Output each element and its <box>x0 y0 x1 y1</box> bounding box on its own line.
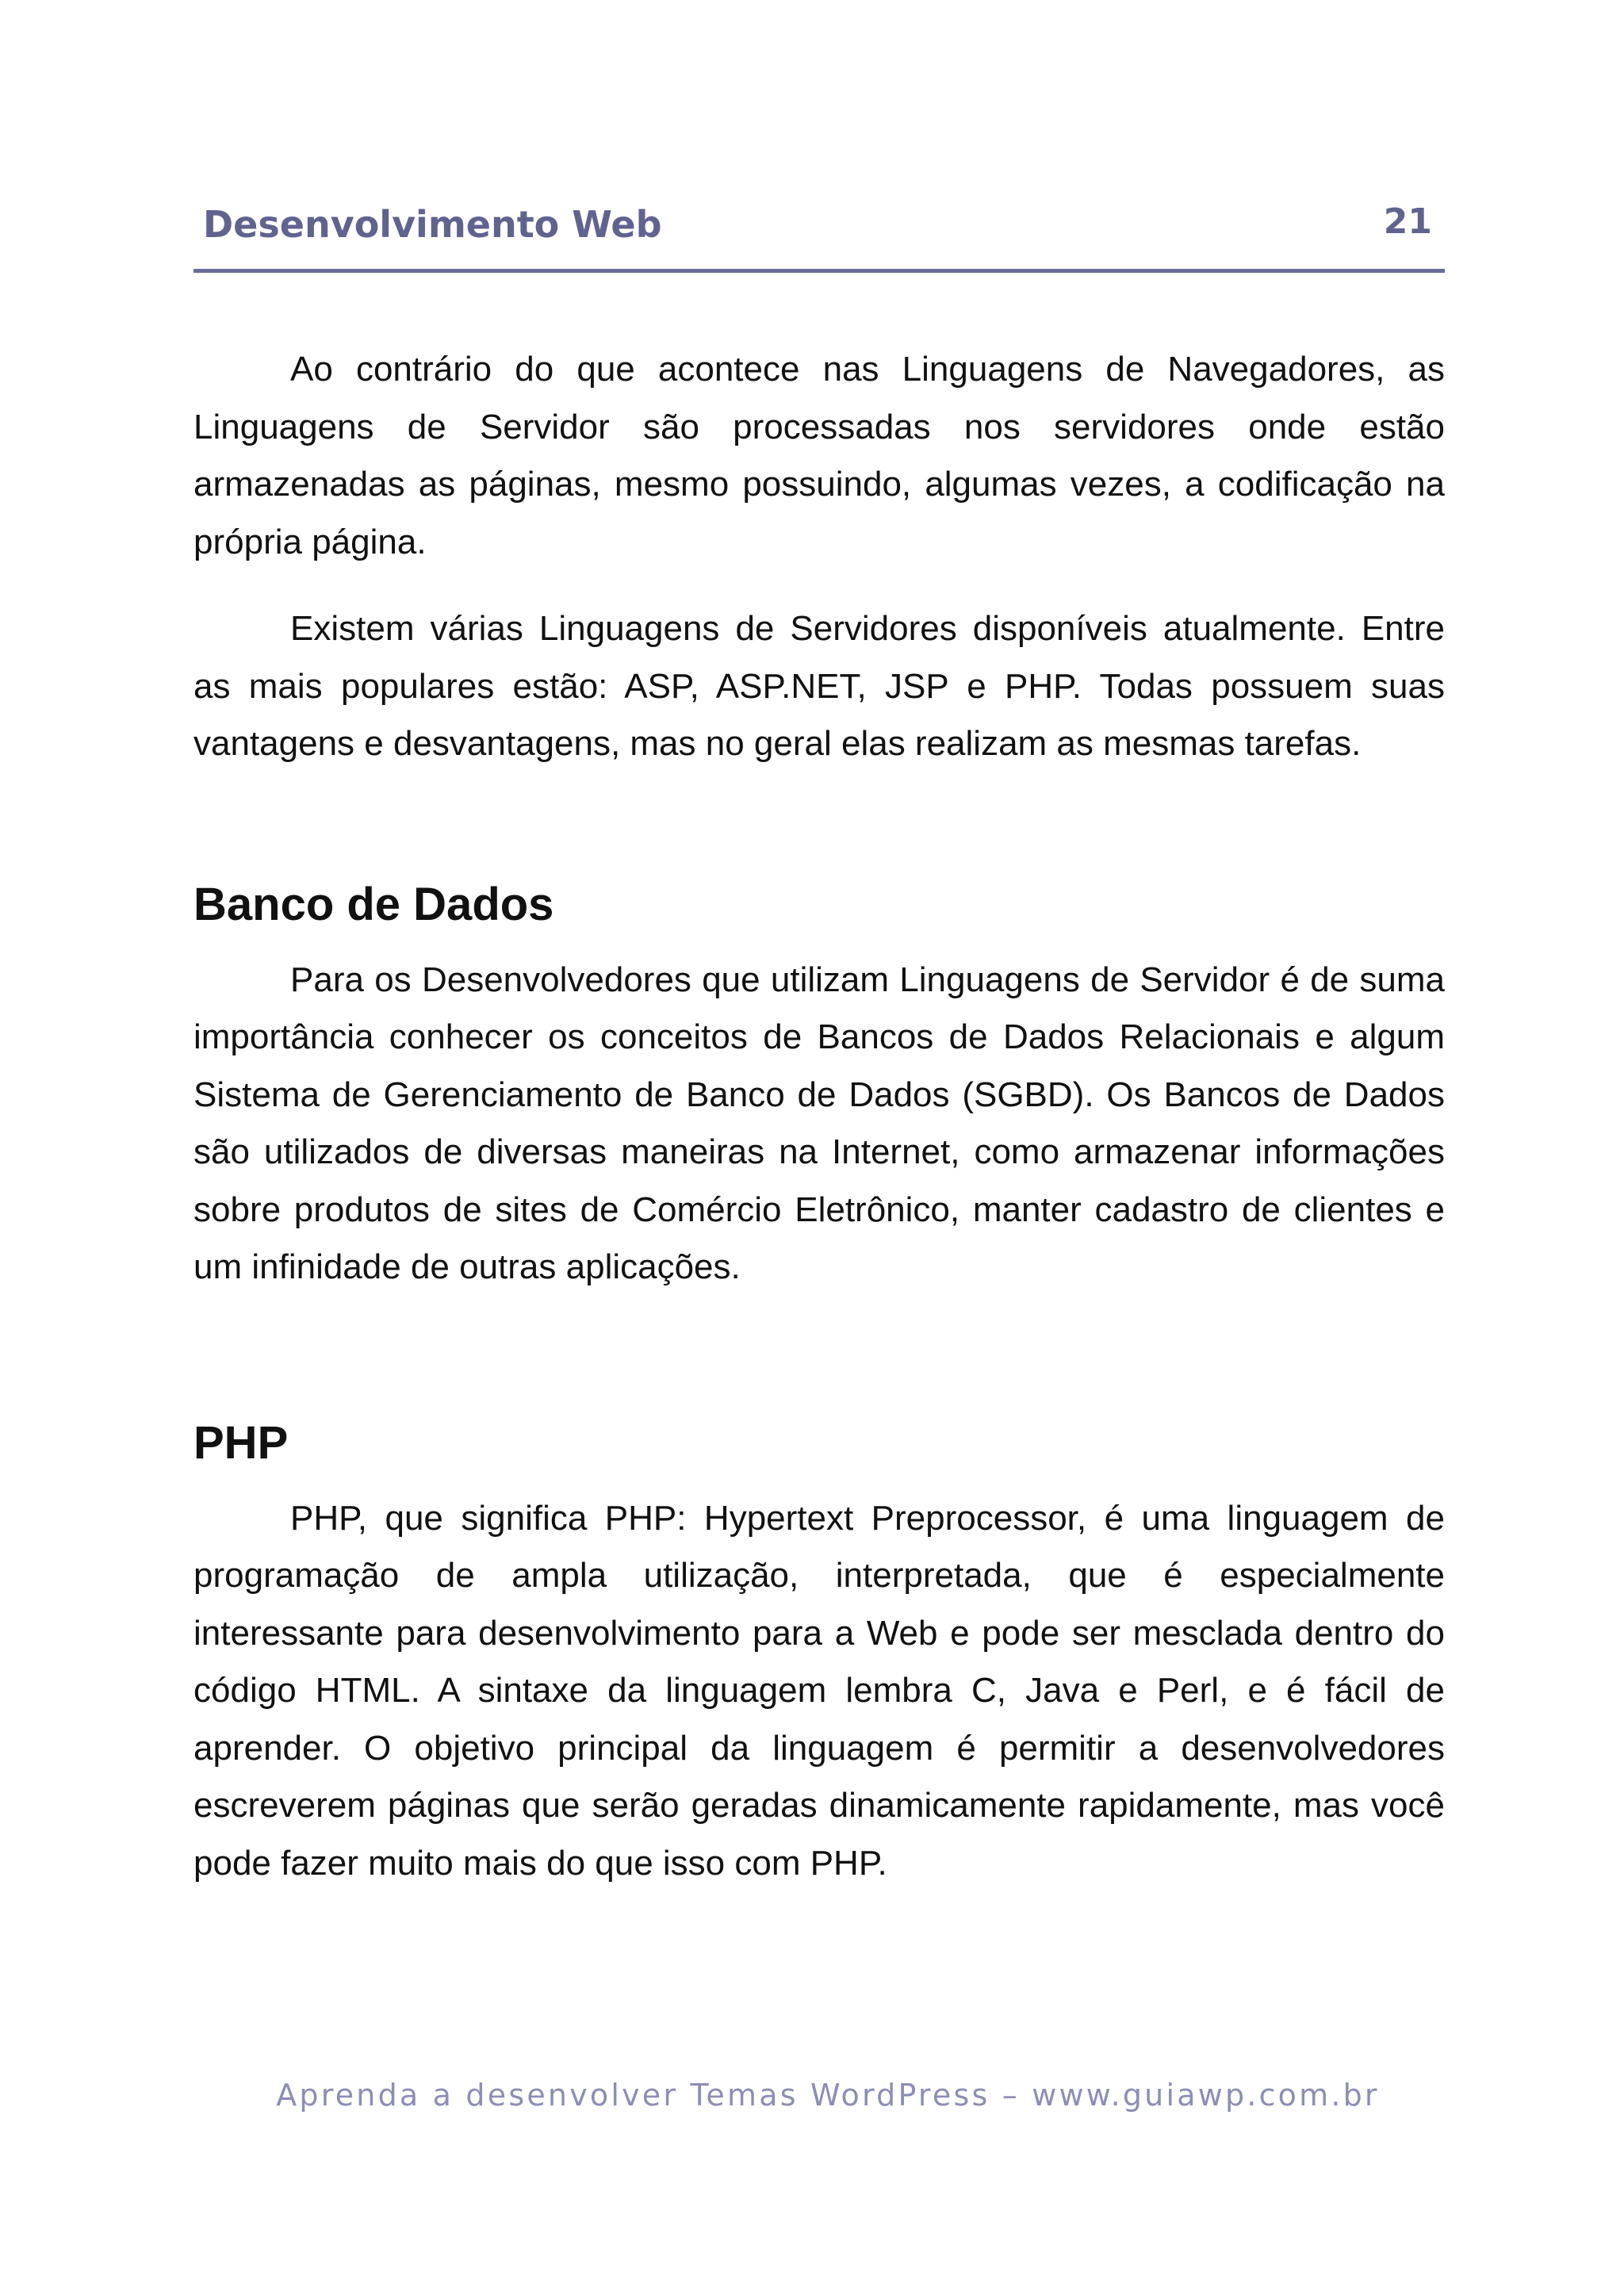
section-heading: PHP <box>193 1416 289 1469</box>
page-content <box>193 341 1445 1892</box>
intro-paragraph: Existem várias Linguagens de Servidores disponíveis atualmente. Entre as mais populares estão: ASP, ASP.NET, JSP e PHP. Todas possuem suas vantagens e desvantagens, mas no geral elas realizam as mesmas tarefas. <box>193 609 1445 763</box>
section-banco-de-dados <box>193 873 1445 1297</box>
page-footer: Aprenda a desenvolver Temas WordPress – www.guiawp.com.br <box>276 2078 1380 2113</box>
page-number: 21 <box>1383 201 1432 242</box>
section-heading: Banco de Dados <box>193 878 554 930</box>
header-divider <box>193 269 1445 273</box>
section-paragraph: PHP, que significa PHP: Hypertext Preprocessor, é uma linguagem de programação de ampla utilização, interpretada, que é especialmente interessante para desenvolvimento para a Web e pode ser mesclada dentro do código HTML. A sintaxe da linguagem lembra C, Java e Perl, e é fácil de aprender. O objetivo principal da linguagem é permitir a desenvolvedores escreverem páginas que serão geradas dinamicamente rapidamente, mas você pode fazer muito mais do que isso com PHP. <box>193 1498 1445 1883</box>
page-header <box>193 190 1445 273</box>
document-title: Desenvolvimento Web <box>203 203 662 246</box>
intro-paragraph: Ao contrário do que acontece nas Linguagens de Navegadores, as Linguagens de Servidor são processadas nos servidores onde estão armazenadas as páginas, mesmo possuindo, algumas vezes, a codificação na própria página. <box>193 350 1445 561</box>
section-php <box>193 1412 1445 1893</box>
section-paragraph: Para os Desenvolvedores que utilizam Linguagens de Servidor é de suma importância conhecer os conceitos de Bancos de Dados Relacionais e algum Sistema de Gerenciamento de Banco de Dados (SGBD). Os Bancos de Dados são utilizados de diversas maneiras na Internet, como armazenar informações sobre produtos de sites de Comércio Eletrônico, manter cadastro de clientes e um infinidade de outras aplicações. <box>193 960 1445 1286</box>
